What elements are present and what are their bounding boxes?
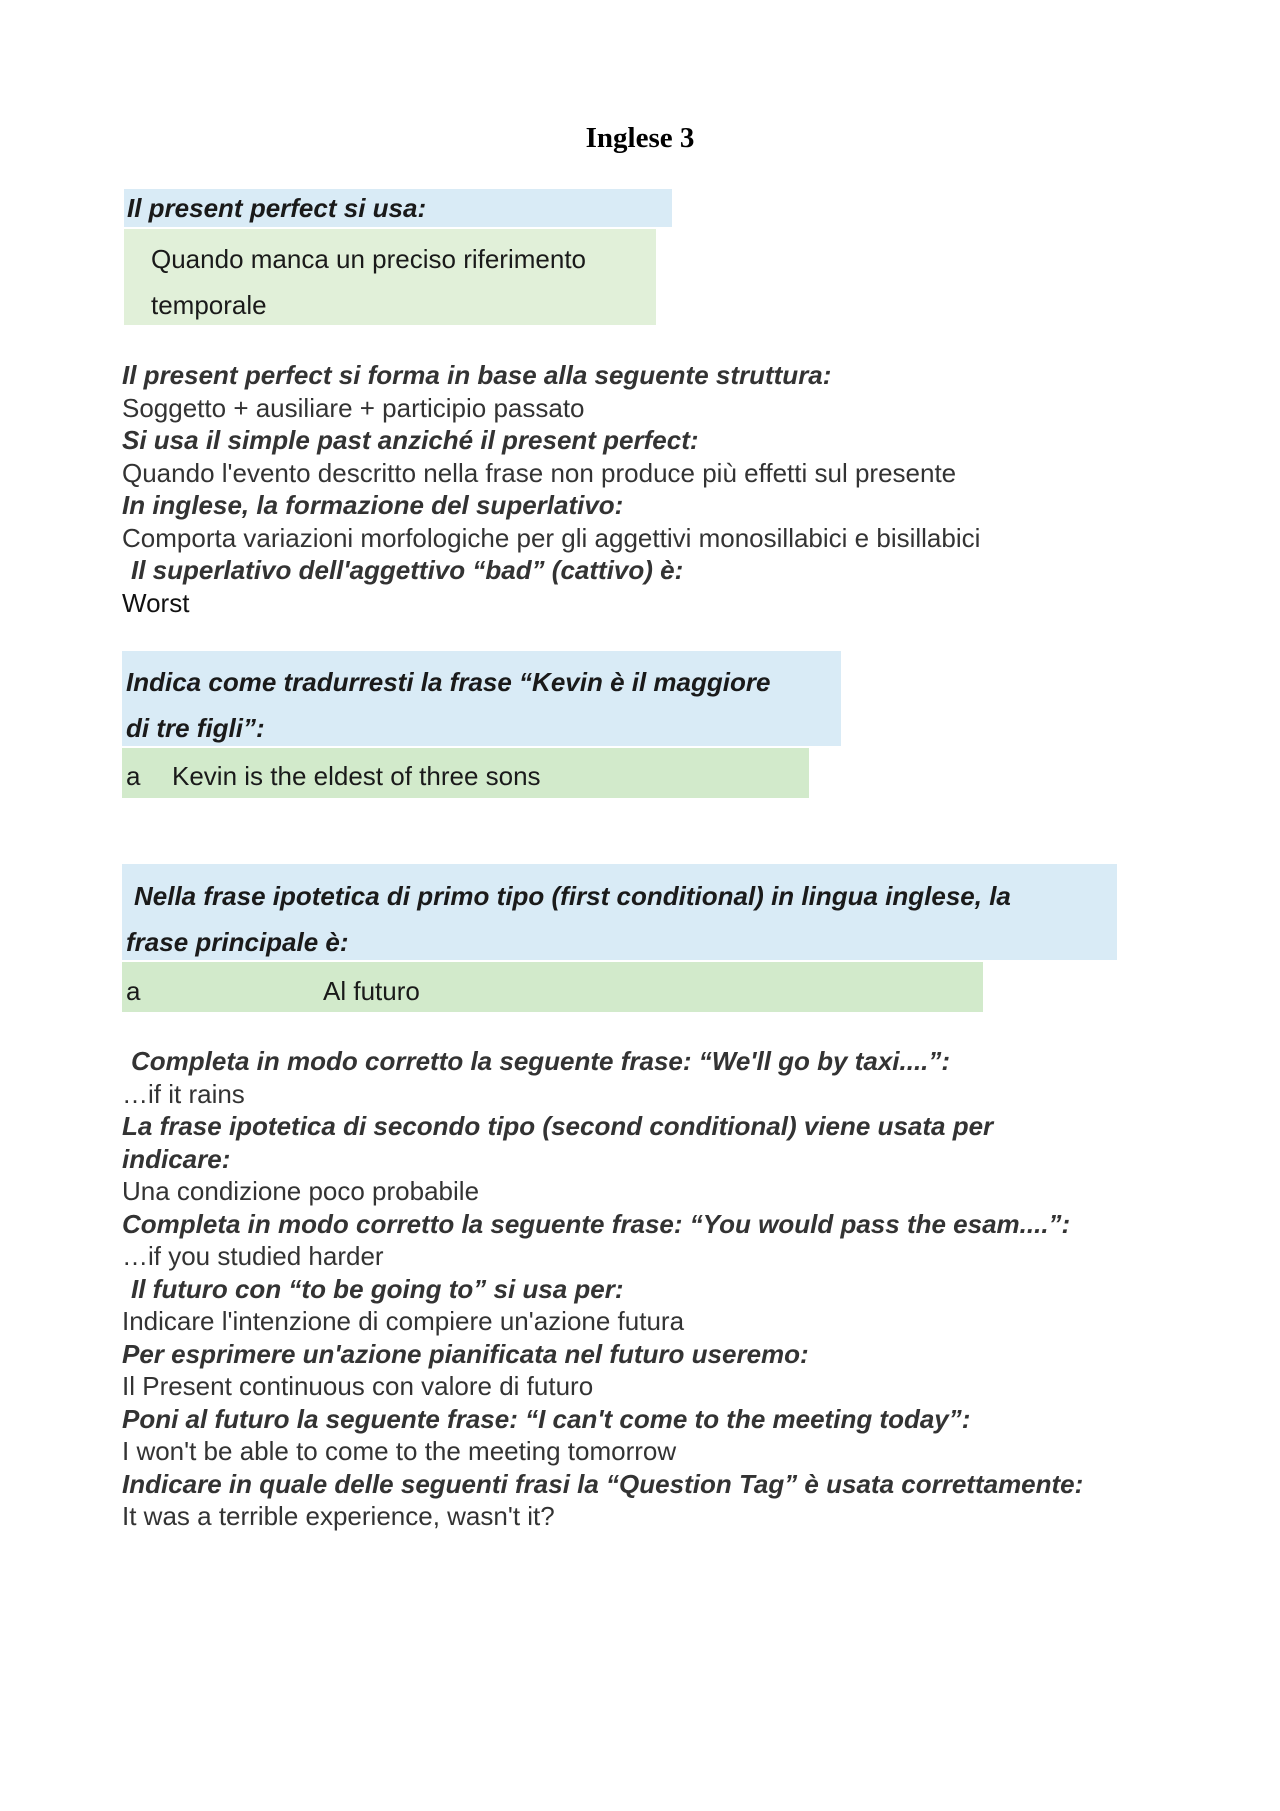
option-text: Al futuro — [323, 976, 420, 1006]
option-letter: a — [126, 761, 141, 791]
question-text-cont: indicare: — [122, 1143, 231, 1174]
answer-text: I won't be able to come to the meeting tomorrow — [122, 1436, 677, 1466]
option-row-a — [122, 962, 983, 1012]
question-text: Completa in modo corretto la seguente frase: “We'll go by taxi....”: — [131, 1046, 951, 1076]
question-text: Il superlativo dell'aggettivo “bad” (cattivo) è: — [131, 555, 684, 585]
question-text: Indicare in quale delle seguenti frasi la “Question Tag” è usata correttamente: — [122, 1468, 1084, 1499]
question-text: Per esprimere un'azione pianificata nel futuro useremo: — [122, 1338, 809, 1369]
qa-list-2 — [122, 1045, 1222, 1533]
answer-text: …if it rains — [122, 1078, 245, 1109]
question-text: Poni al futuro la seguente frase: “I can't come to the meeting today”: — [122, 1403, 971, 1434]
option-text: Kevin is the eldest of three sons — [172, 761, 541, 791]
qa-list-1 — [122, 359, 1222, 619]
question-text: Si usa il simple past anziché il present perfect: — [122, 425, 699, 455]
question-text: Il futuro con “to be going to” si usa per: — [131, 1273, 624, 1304]
question-text: La frase ipotetica di secondo tipo (second conditional) viene usata per — [122, 1111, 994, 1141]
answer-text: It was a terrible experience, wasn't it? — [122, 1501, 555, 1531]
question-text: Il present perfect si forma in base alla seguente struttura: — [122, 360, 832, 390]
option-letter: a — [126, 976, 141, 1006]
answer-text: Comporta variazioni morfologiche per gli aggettivi monosillabici e bisillabici — [122, 522, 981, 553]
answer-box-present-perfect-usage — [124, 229, 656, 325]
question-text: Completa in modo corretto la seguente frase: “You would pass the esam....”: — [122, 1208, 1071, 1239]
answer-text: Worst — [122, 587, 190, 618]
answer-text: …if you studied harder — [122, 1241, 384, 1271]
question-box-first-conditional — [122, 864, 1117, 960]
question-text: In inglese, la formazione del superlativo: — [122, 490, 624, 520]
question-line-1: Nella frase ipotetica di primo tipo (first conditional) in lingua inglese, la — [134, 881, 1011, 911]
answer-text: Una condizione poco probabile — [122, 1176, 480, 1206]
answer-text: Soggetto + ausiliare + participio passato — [122, 392, 585, 423]
question-box-present-perfect-usage — [124, 189, 672, 227]
option-row-a — [122, 748, 809, 798]
question-line-2: frase principale è: — [126, 927, 349, 957]
question-line-2: di tre figli”: — [126, 713, 265, 743]
page-title: Inglese 3 — [585, 122, 695, 154]
answer-line-1: Quando manca un preciso riferimento — [151, 244, 587, 274]
answer-text: Il Present continuous con valore di futuro — [122, 1371, 594, 1401]
question-box-translation — [122, 651, 841, 746]
question-line-1: Indica come tradurresti la frase “Kevin è il maggiore — [126, 667, 771, 697]
question-text: Il present perfect si usa: — [127, 193, 427, 223]
answer-text: Quando l'evento descritto nella frase non produce più effetti sul presente — [122, 457, 957, 488]
answer-line-2: temporale — [151, 290, 267, 320]
answer-text: Indicare l'intenzione di compiere un'azione futura — [122, 1306, 685, 1336]
